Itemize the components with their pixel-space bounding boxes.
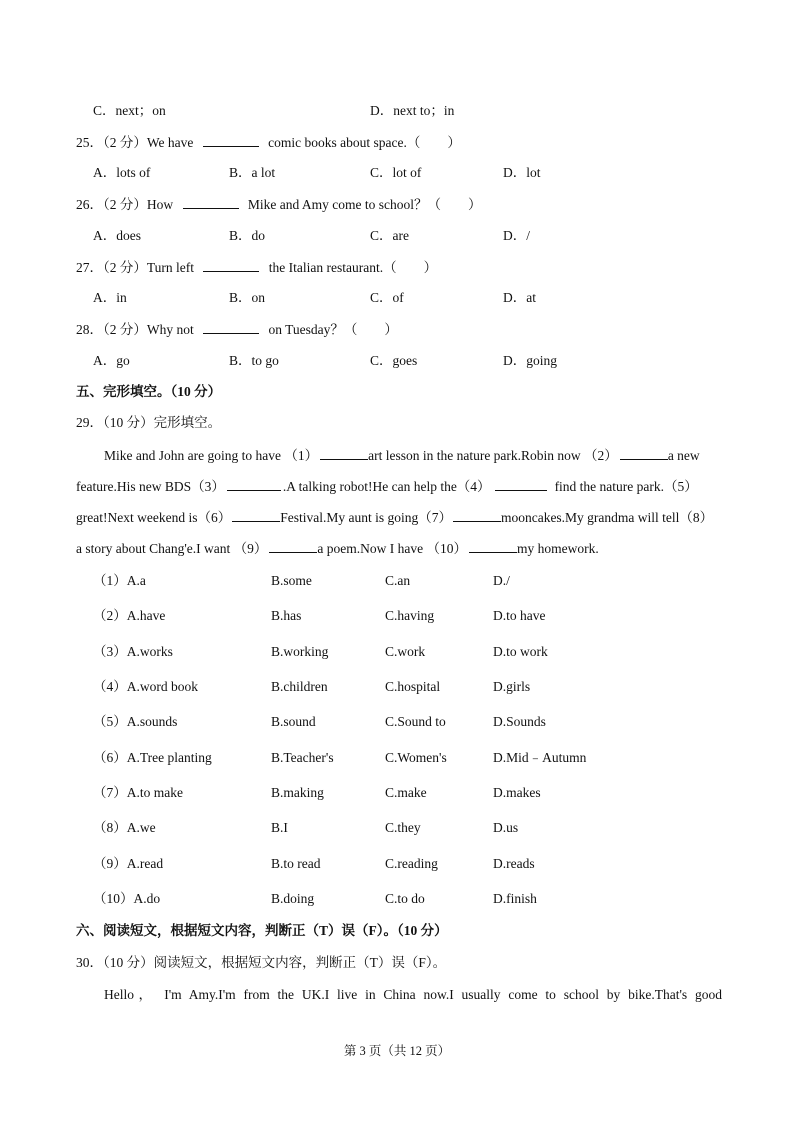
- cloze-blank: [320, 446, 368, 460]
- cloze-text: a poem.Now I have （10）: [317, 541, 467, 556]
- cloze-blank: [227, 477, 281, 491]
- q25-option-b: B．a lot: [229, 165, 276, 180]
- question-stem: 27．（2 分）Turn left: [76, 260, 195, 275]
- cloze-option-5d: D.Sounds: [493, 714, 546, 729]
- question-stem: comic books about space.（ ）: [268, 135, 461, 150]
- cloze-option-8d: D.us: [493, 820, 519, 835]
- cloze-option-3d: D.to work: [493, 644, 548, 659]
- cloze-option-5c: C.Sound to: [385, 714, 446, 729]
- question-stem: 28．（2 分）Why not: [76, 322, 194, 337]
- cloze-option-6b: B.Teacher's: [271, 750, 334, 765]
- cloze-line-4: [76, 539, 599, 558]
- q24-option-d: D．next to；in: [370, 103, 455, 118]
- q27-option-a: A．in: [93, 290, 127, 305]
- cloze-option-4b: B.children: [271, 679, 328, 694]
- cloze-option-1c: C.an: [385, 573, 411, 588]
- cloze-option-7d: D.makes: [493, 785, 541, 800]
- answer-blank: [183, 195, 239, 209]
- question-stem: on Tuesday？（ ）: [268, 322, 398, 337]
- cloze-option-10a: （10）A.do: [93, 891, 161, 906]
- q28-option-c: C．goes: [370, 353, 418, 368]
- section-6-heading: 六、阅读短文，根据短文内容，判断正（T）误（F）。（10 分）: [76, 923, 448, 938]
- section-5-heading: 五、完形填空。（10 分）: [76, 384, 222, 399]
- q25-option-c: C．lot of: [370, 165, 422, 180]
- answer-blank: [203, 258, 259, 272]
- cloze-blank: [453, 508, 501, 522]
- cloze-text: a story about Chang'e.I want （9）: [76, 541, 268, 556]
- q28-option-b: B．to go: [229, 353, 279, 368]
- q26-option-d: D．/: [503, 228, 530, 243]
- q26-option-b: B．do: [229, 228, 266, 243]
- question-stem: 26．（2 分）How: [76, 197, 174, 212]
- q27-option-d: D．at: [503, 290, 536, 305]
- cloze-option-3a: （3）A.works: [93, 644, 173, 659]
- cloze-option-7c: C.make: [385, 785, 427, 800]
- cloze-option-3c: C.work: [385, 644, 426, 659]
- cloze-option-1d: D./: [493, 573, 510, 588]
- cloze-option-8b: B.I: [271, 820, 288, 835]
- cloze-option-1a: （1）A.a: [93, 573, 146, 588]
- q28-option-d: D．going: [503, 353, 557, 368]
- question-26: [76, 195, 481, 214]
- cloze-option-4d: D.girls: [493, 679, 531, 694]
- cloze-blank: [495, 477, 547, 491]
- cloze-text: my homework.: [517, 541, 599, 556]
- question-stem: Mike and Amy come to school？（ ）: [247, 197, 482, 212]
- question-30-stem: 30．（10 分）阅读短文，根据短文内容，判断正（T）误（F）。: [76, 955, 447, 970]
- q24-option-c: C．next；on: [93, 103, 166, 118]
- cloze-text: art lesson in the nature park.Robin now （2）: [368, 448, 618, 463]
- cloze-option-8a: （8）A.we: [93, 820, 156, 835]
- cloze-option-7b: B.making: [271, 785, 324, 800]
- cloze-text: mooncakes.My grandma will tell（8）: [500, 510, 714, 525]
- cloze-option-2b: B.has: [271, 608, 302, 623]
- cloze-option-4a: （4）A.word book: [93, 679, 198, 694]
- q28-option-a: A．go: [93, 353, 130, 368]
- question-28: [76, 320, 398, 339]
- cloze-option-9a: （9）A.read: [93, 856, 164, 871]
- reading-passage: Hello， I'm Amy.I'm from the UK.I live in China now.I usually come to school by bike.That's good: [104, 987, 722, 1002]
- cloze-blank: [620, 446, 668, 460]
- answer-blank: [203, 133, 259, 147]
- q25-option-a: A．lots of: [93, 165, 151, 180]
- q27-option-c: C．of: [370, 290, 404, 305]
- cloze-option-6c: C.Women's: [385, 750, 447, 765]
- cloze-line-1: [104, 446, 722, 465]
- cloze-text: Festival.My aunt is going（7）: [280, 510, 452, 525]
- cloze-text: find the nature park.（5）: [554, 479, 698, 494]
- question-27: [76, 258, 437, 277]
- cloze-option-4c: C.hospital: [385, 679, 441, 694]
- cloze-option-1b: B.some: [271, 573, 312, 588]
- q27-option-b: B．on: [229, 290, 266, 305]
- question-29-stem: 29．（10 分）完形填空。: [76, 415, 222, 430]
- cloze-option-2d: D.to have: [493, 608, 546, 623]
- cloze-option-9b: B.to read: [271, 856, 321, 871]
- cloze-option-9c: C.reading: [385, 856, 438, 871]
- cloze-option-5a: （5）A.sounds: [93, 714, 178, 729]
- cloze-blank: [469, 539, 517, 553]
- cloze-option-10d: D.finish: [493, 891, 537, 906]
- cloze-option-7a: （7）A.to make: [93, 785, 183, 800]
- answer-blank: [203, 320, 259, 334]
- cloze-text: great!Next weekend is（6）: [76, 510, 232, 525]
- question-stem: 25．（2 分）We have: [76, 135, 194, 150]
- cloze-blank: [232, 508, 280, 522]
- cloze-line-2: [76, 477, 698, 496]
- question-stem: the Italian restaurant.（ ）: [268, 260, 438, 275]
- q26-option-c: C．are: [370, 228, 409, 243]
- cloze-blank: [269, 539, 317, 553]
- cloze-option-2c: C.having: [385, 608, 435, 623]
- cloze-option-2a: （2）A.have: [93, 608, 166, 623]
- cloze-option-8c: C.they: [385, 820, 421, 835]
- cloze-option-10c: C.to do: [385, 891, 425, 906]
- cloze-option-5b: B.sound: [271, 714, 316, 729]
- cloze-option-6a: （6）A.Tree planting: [93, 750, 212, 765]
- cloze-text: Mike and John are going to have （1）: [104, 448, 319, 463]
- cloze-text: a new: [667, 448, 700, 463]
- q26-option-a: A．does: [93, 228, 141, 243]
- page-number-footer: 第 3 页（共 12 页）: [343, 1044, 451, 1058]
- cloze-option-10b: B.doing: [271, 891, 315, 906]
- q25-option-d: D．lot: [503, 165, 541, 180]
- cloze-line-3: [76, 508, 713, 527]
- cloze-option-3b: B.working: [271, 644, 329, 659]
- cloze-option-6d: D.Mid﹣Autumn: [493, 750, 587, 765]
- cloze-option-9d: D.reads: [493, 856, 535, 871]
- cloze-text: feature.His new BDS（3）: [76, 479, 225, 494]
- question-25: [76, 133, 461, 152]
- cloze-text: .A talking robot!He can help the（4）: [282, 479, 491, 494]
